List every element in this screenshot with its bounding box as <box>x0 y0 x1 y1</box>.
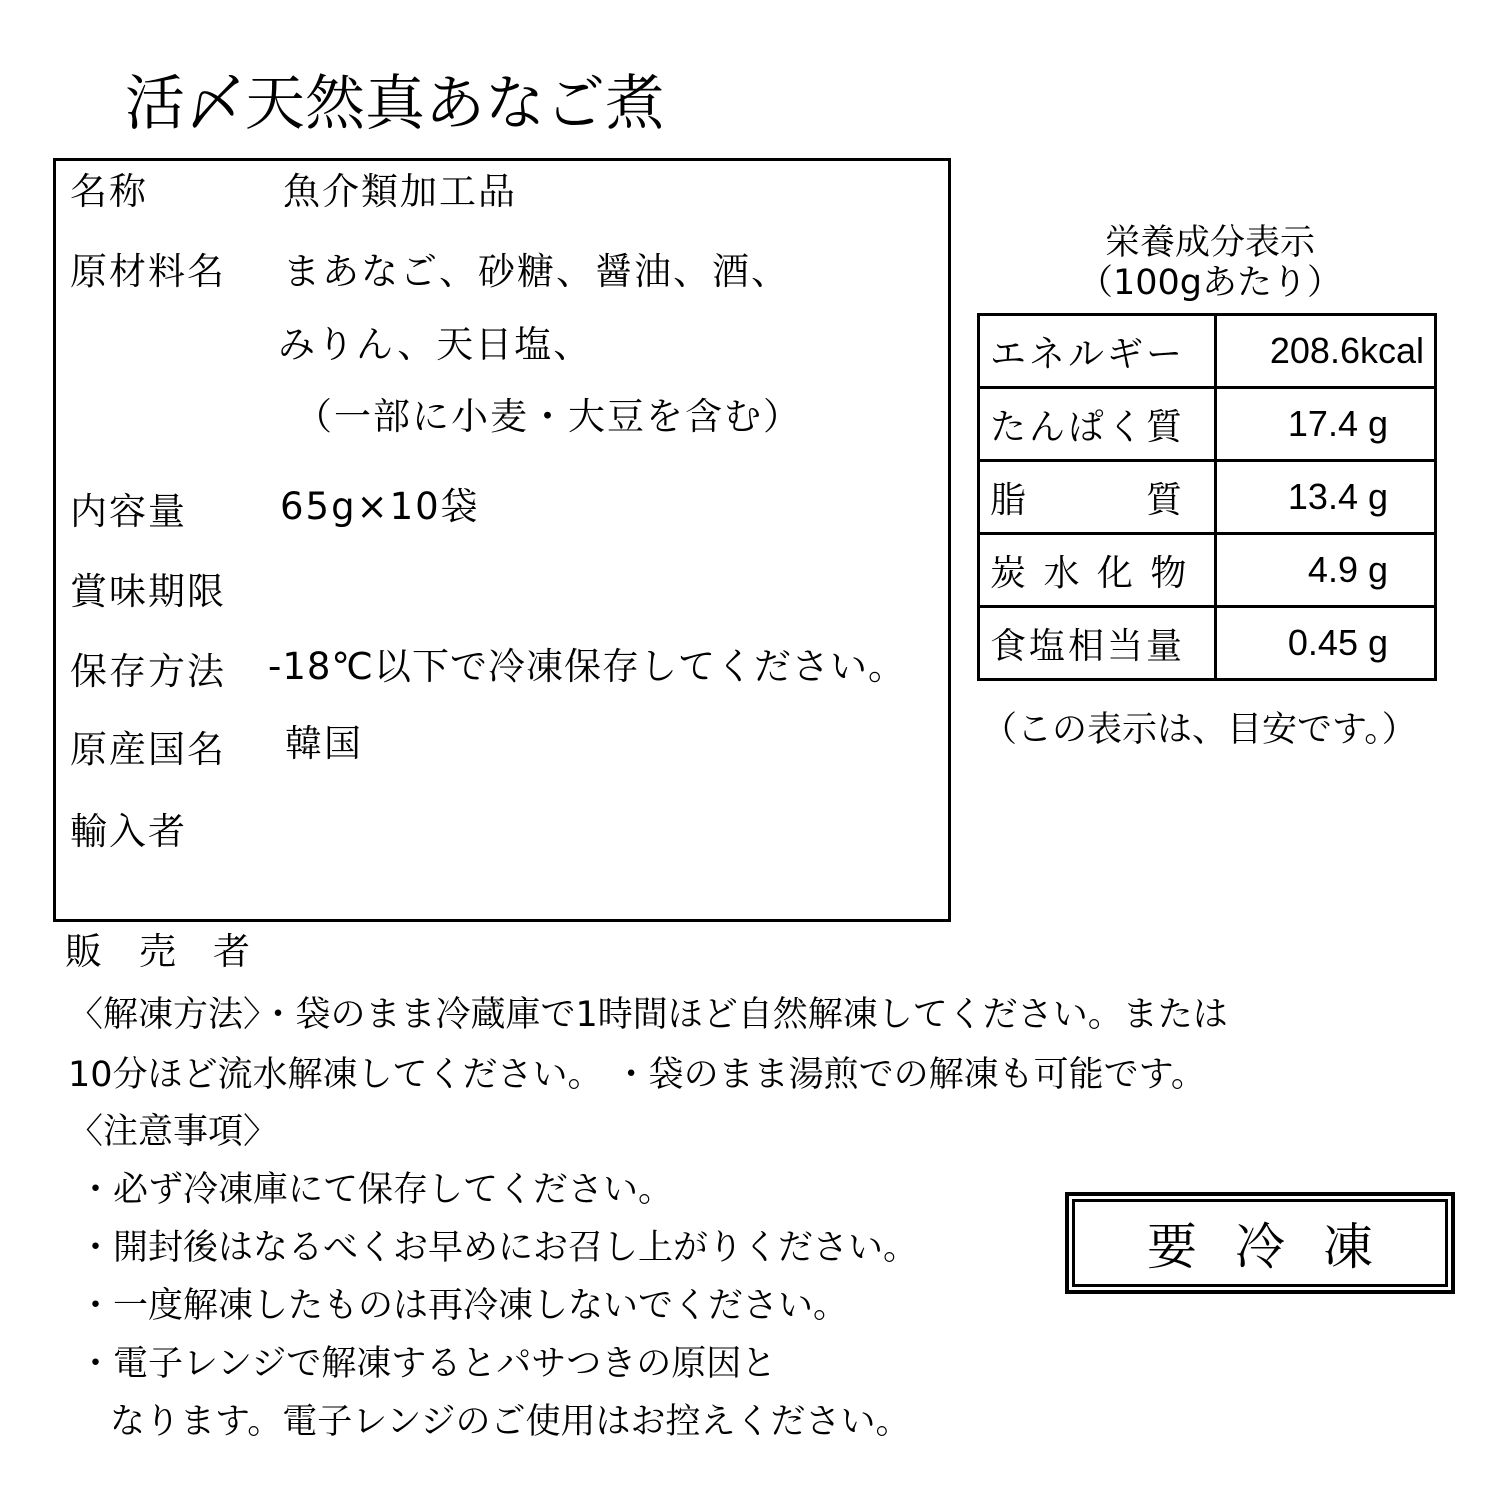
caution-heading: 〈注意事項〉 <box>68 1112 279 1152</box>
nutrition-title: 栄養成分表示 <box>1104 223 1315 263</box>
name-key: 名称 <box>70 170 148 213</box>
nutrition-row <box>979 388 1436 461</box>
storage-value: -18℃以下で冷凍保存してください。 <box>268 645 906 688</box>
nutrition-row <box>979 315 1436 388</box>
caution-item: ・電子レンジで解凍するとパサつきの原因と <box>78 1344 777 1384</box>
nutrient-name: たんぱく質 <box>979 388 1216 461</box>
thaw-line1: 〈解凍方法〉・袋のまま冷蔵庫で1時間ほど自然解凍してください。または <box>68 995 1228 1035</box>
caution-item: ・必ず冷凍庫にて保存してください。 <box>78 1170 674 1210</box>
ingredients-line2: みりん、天日塩、 <box>278 323 593 366</box>
caution-item-continued: なります。電子レンジのご使用はお控えください。 <box>110 1402 911 1442</box>
content-value: 65g×10袋 <box>280 485 480 528</box>
ingredients-line3: （一部に小麦・大豆を含む） <box>295 395 802 438</box>
nutrition-table <box>977 313 1437 681</box>
origin-value: 韓国 <box>285 722 363 765</box>
nutrition-note: （この表示は、目安です。） <box>982 710 1417 750</box>
nutrient-name: 脂 質 <box>979 461 1216 534</box>
keep-frozen-stamp <box>1065 1192 1455 1294</box>
product-title: 活〆天然真あなご煮 <box>125 69 665 139</box>
stamp-text: 要冷凍 <box>1147 1218 1411 1276</box>
nutrient-value: 4.9 g <box>1216 534 1436 607</box>
caution-item: ・一度解凍したものは再冷凍しないでください。 <box>78 1286 849 1326</box>
nutrition-subtitle: （100gあたり） <box>1077 263 1343 303</box>
best-before-key: 賞味期限 <box>70 570 226 613</box>
nutrition-row <box>979 461 1436 534</box>
nutrient-value: 208.6kcal <box>1216 315 1436 388</box>
nutrient-name: エネルギー <box>979 315 1216 388</box>
origin-key: 原産国名 <box>70 728 226 771</box>
thaw-line2: 10分ほど流水解凍してください。 ・袋のまま湯煎での解凍も可能です。 <box>68 1055 1206 1095</box>
importer-key: 輸入者 <box>70 810 187 853</box>
nutrient-value: 0.45 g <box>1216 607 1436 680</box>
nutrition-row <box>979 534 1436 607</box>
name-value: 魚介類加工品 <box>283 170 517 213</box>
storage-key: 保存方法 <box>70 650 226 693</box>
ingredients-key: 原材料名 <box>70 250 226 293</box>
nutrition-row <box>979 607 1436 680</box>
ingredients-line1: まあなご、砂糖、醤油、酒、 <box>283 250 790 293</box>
nutrient-name: 食塩相当量 <box>979 607 1216 680</box>
nutrient-name: 炭 水 化 物 <box>979 534 1216 607</box>
nutrient-value: 13.4 g <box>1216 461 1436 534</box>
caution-item: ・開封後はなるべくお早めにお召し上がりください。 <box>78 1228 919 1268</box>
nutrient-value: 17.4 g <box>1216 388 1436 461</box>
content-key: 内容量 <box>70 490 187 533</box>
seller-label: 販 売 者 <box>65 930 250 973</box>
